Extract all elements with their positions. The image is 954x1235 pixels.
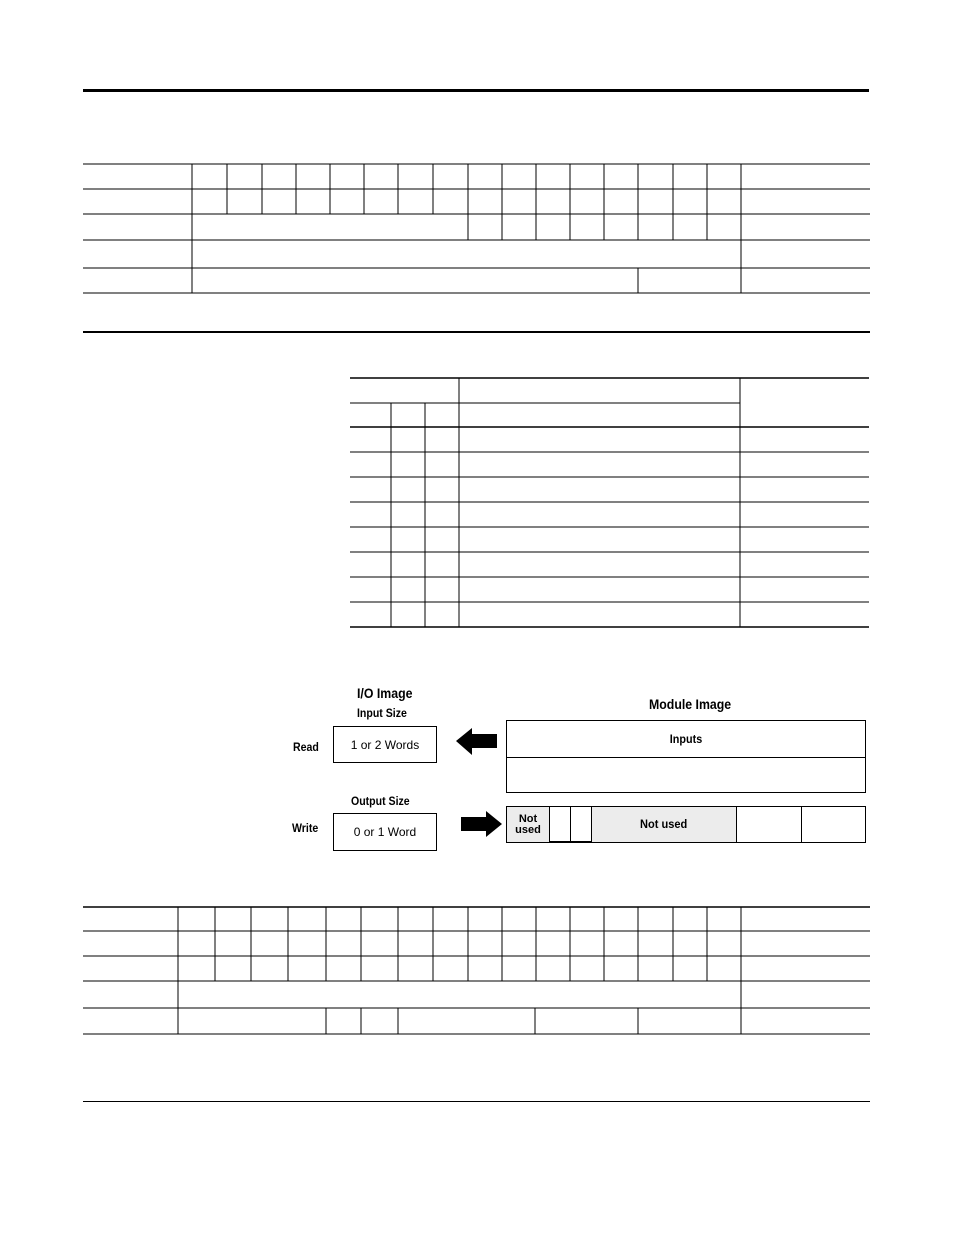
section-rule	[83, 331, 870, 333]
not-used-cell	[592, 807, 737, 842]
module-image-title: Module Image	[649, 696, 732, 712]
footer-rule	[83, 1101, 870, 1102]
module-inputs-box-2	[506, 757, 866, 793]
module-inputs-box	[506, 720, 866, 758]
input-size-box	[333, 726, 437, 763]
bit-cell-b	[571, 807, 592, 842]
output-words: 0 or 1 Word	[353, 825, 417, 839]
io-image-title: I/O Image	[357, 685, 413, 701]
not-used-short-line1: Not	[518, 812, 538, 825]
not-used-short-line2: used	[515, 823, 541, 836]
input-words: 1 or 2 Words	[350, 737, 420, 752]
write-label: Write	[292, 821, 319, 835]
output-size-box	[333, 813, 437, 851]
module-output-cell-c	[737, 807, 802, 842]
not-used-short-cell	[507, 807, 550, 842]
read-label: Read	[293, 740, 319, 754]
input-size-label: Input Size	[357, 706, 407, 720]
not-used-label: Not used	[640, 817, 688, 831]
right-arrow-icon	[461, 811, 502, 837]
output-size-label: Output Size	[351, 794, 410, 808]
bit-cell-a	[550, 807, 571, 842]
header-rule	[83, 89, 869, 92]
inputs-label: Inputs	[669, 732, 703, 746]
